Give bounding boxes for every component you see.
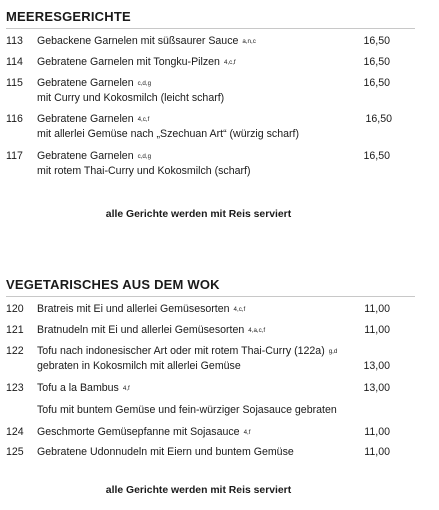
item-name	[37, 344, 337, 359]
item-number: 122	[6, 345, 24, 357]
item-number: 124	[6, 426, 24, 438]
allergen-codes: 4,f	[243, 429, 251, 436]
item-name	[37, 381, 130, 396]
item-description: mit allerlei Gemüse nach „Szechuan Art“ (würzig scharf)	[37, 128, 299, 140]
item-name-text: Gebratene Garnelen mit Tongku-Pilzen	[37, 56, 220, 68]
item-number: 114	[6, 56, 23, 68]
section-note: alle Gerichte werden mit Reis serviert	[105, 209, 292, 220]
allergen-codes: 4,c,f	[223, 59, 236, 66]
item-name	[37, 34, 256, 49]
allergen-codes: 4,c,f	[233, 306, 246, 313]
item-name-text: Gebackene Garnelen mit süßsaurer Sauce	[37, 35, 239, 47]
item-name	[37, 112, 149, 127]
item-name	[37, 445, 294, 460]
item-price: 16,50	[365, 113, 392, 125]
item-number: 113	[6, 35, 23, 47]
item-number: 120	[6, 303, 24, 315]
item-description: mit Curry und Kokosmilch (leicht scharf)	[37, 92, 225, 104]
allergen-codes: c,d,g	[137, 80, 152, 87]
item-number: 123	[6, 382, 24, 394]
allergen-codes: a,n,c	[242, 38, 256, 45]
item-name-text: Geschmorte Gemüsepfanne mit Sojasauce	[37, 426, 240, 438]
item-name	[37, 149, 151, 164]
allergen-codes: c,d,g	[137, 153, 152, 160]
item-price: 16,50	[363, 56, 390, 68]
item-price: 13,00	[363, 360, 390, 372]
item-price: 11,00	[364, 426, 390, 438]
item-name	[37, 76, 151, 91]
item-name-text: Gebratene Garnelen	[37, 77, 134, 89]
item-price: 16,50	[363, 35, 390, 47]
section-divider	[6, 28, 415, 29]
item-number: 115	[6, 77, 23, 89]
item-name	[37, 323, 265, 338]
section-divider	[6, 296, 415, 297]
item-price: 16,50	[363, 77, 390, 89]
item-name-text: Gebratene Udonnudeln mit Eiern und buntem Gemüse	[37, 446, 294, 458]
section-title-meeresgerichte: MEERESGERICHTE	[6, 9, 131, 24]
item-name-text: Gebratene Garnelen	[37, 113, 134, 125]
item-name-text: Gebratene Garnelen	[37, 150, 134, 162]
item-number: 116	[6, 113, 23, 125]
item-name-text: Bratreis mit Ei und allerlei Gemüsesorten	[37, 303, 230, 315]
allergen-codes: 4,f	[122, 385, 130, 392]
item-name	[37, 425, 250, 440]
item-number: 125	[6, 446, 24, 458]
allergen-codes: g,d	[328, 348, 338, 355]
item-name	[37, 55, 236, 70]
section-note: alle Gerichte werden mit Reis serviert	[105, 485, 292, 496]
item-number: 121	[6, 324, 24, 336]
item-price: 11,00	[364, 324, 390, 336]
item-description: Tofu mit buntem Gemüse und fein-würziger Sojasauce gebraten	[37, 404, 337, 416]
item-description: gebraten in Kokosmilch mit allerlei Gemüse	[37, 360, 241, 372]
item-name	[37, 302, 245, 317]
item-price: 11,00	[364, 303, 390, 315]
allergen-codes: 4,a,c,f	[248, 327, 266, 334]
item-number: 117	[6, 150, 23, 162]
item-name-text: Bratnudeln mit Ei und allerlei Gemüsesorten	[37, 324, 245, 336]
section-title-vegetarisches: VEGETARISCHES AUS DEM WOK	[6, 277, 220, 292]
item-description: mit rotem Thai-Curry und Kokosmilch (scharf)	[37, 165, 251, 177]
item-name-text: Tofu a la Bambus	[37, 382, 119, 394]
item-price: 16,50	[363, 150, 390, 162]
item-name-text: Tofu nach indonesischer Art oder mit rotem Thai-Curry (122a)	[37, 345, 325, 357]
item-price: 13,00	[363, 382, 390, 394]
item-price: 11,00	[364, 446, 390, 458]
allergen-codes: 4,c,f	[137, 116, 150, 123]
